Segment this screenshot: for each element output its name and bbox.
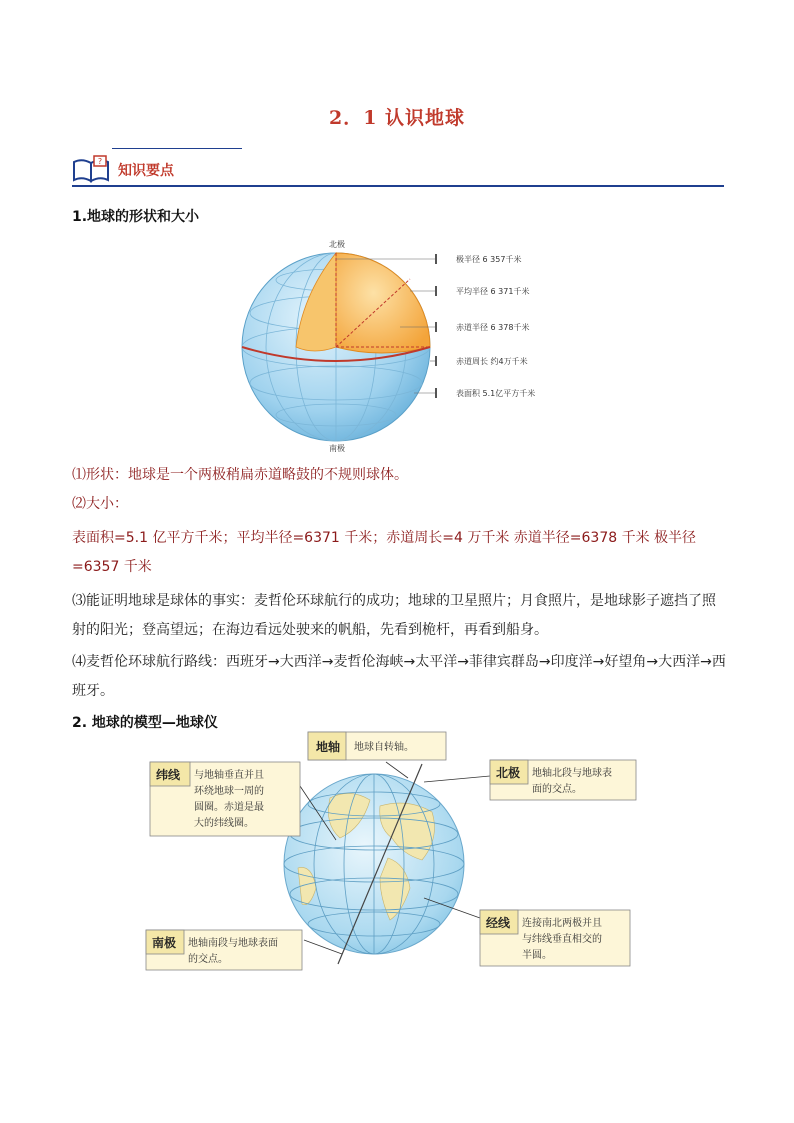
page-title: 2．1 认识地球 [328, 107, 466, 129]
label-bars [435, 254, 437, 398]
south-pole-callout [146, 930, 302, 970]
parallel-desc-line: 圆圈。赤道是最 [194, 802, 264, 813]
meridian-desc-line: 与纬线垂直相交的 [522, 934, 602, 945]
mean-radius-label: 平均半径 6 371千米 [456, 287, 530, 296]
axis-callout [308, 732, 446, 760]
polar-radius-label: 极半径 6 357千米 [456, 255, 522, 264]
south-pole-desc-line: 地轴南段与地球表面 [188, 938, 278, 949]
meridian-callout [480, 910, 630, 966]
meridian-desc-line: 半圆。 [522, 950, 552, 961]
south-pole-desc-line: 的交点。 [188, 954, 228, 965]
north-pole-term: 北极 [496, 766, 521, 780]
equatorial-radius-label: 赤道半径 6 378千米 [456, 323, 530, 332]
north-pole-desc-line: 地轴北段与地球表 [532, 768, 612, 779]
book-icon [72, 154, 112, 184]
globe [284, 774, 464, 954]
axis-term: 地轴 [316, 740, 341, 754]
size-heading: ⑵大小： [72, 496, 128, 512]
heading-globe-model: 2. 地球的模型—地球仪 [72, 715, 218, 731]
section-label: 知识要点 [118, 163, 174, 179]
north-pole-callout [490, 760, 636, 800]
equator-circumference-label: 赤道周长 约4万千米 [456, 357, 528, 366]
meridian-term: 经线 [486, 916, 511, 930]
north-pole-label: 北极 [329, 240, 345, 249]
earth-size-figure [230, 235, 570, 455]
parallel-callout [150, 762, 300, 836]
svg-text:?: ? [97, 157, 103, 166]
globe-model-figure [140, 728, 640, 978]
surface-area-label: 表面积 5.1亿平方千米 [456, 389, 536, 398]
parallel-desc-line: 环绕地球一周的 [194, 786, 264, 797]
parallel-desc-line: 大的纬线圈。 [194, 818, 254, 829]
meridian-desc-line: 连接南北两极并且 [522, 918, 602, 929]
south-pole-label: 南极 [329, 444, 345, 453]
section-header [72, 148, 724, 188]
cutaway-octant [336, 253, 430, 353]
axis-desc: 地球自转轴。 [354, 742, 414, 753]
heading-shape-size: 1.地球的形状和大小 [72, 209, 200, 225]
evidence-paragraph: ⑶能证明地球是球体的事实：麦哲伦环球航行的成功；地球的卫星照片；月食照片，是地球影子遮挡了照射的阳光；登高望远；在海边看远处驶来的帆船，先看到桅杆，再看到船身。 [72, 593, 716, 638]
north-pole-desc-line: 面的交点。 [532, 784, 582, 795]
south-pole-term: 南极 [152, 936, 177, 950]
parallel-term: 纬线 [156, 768, 181, 782]
magellan-route: ⑷麦哲伦环球航行路线：西班牙→大西洋→麦哲伦海峡→太平洋→菲律宾群岛→印度洋→好望角→大西洋→西班牙。 [72, 654, 726, 699]
shape-paragraph: ⑴形状：地球是一个两极稍扁赤道略鼓的不规则球体。 [72, 467, 408, 483]
parallel-desc-line: 与地轴垂直并且 [194, 770, 264, 781]
size-values: 表面积=5.1 亿平方千米；平均半径=6371 千米；赤道周长=4 万千米 赤道半径=6378 千米 极半径=6357 千米 [72, 530, 697, 575]
